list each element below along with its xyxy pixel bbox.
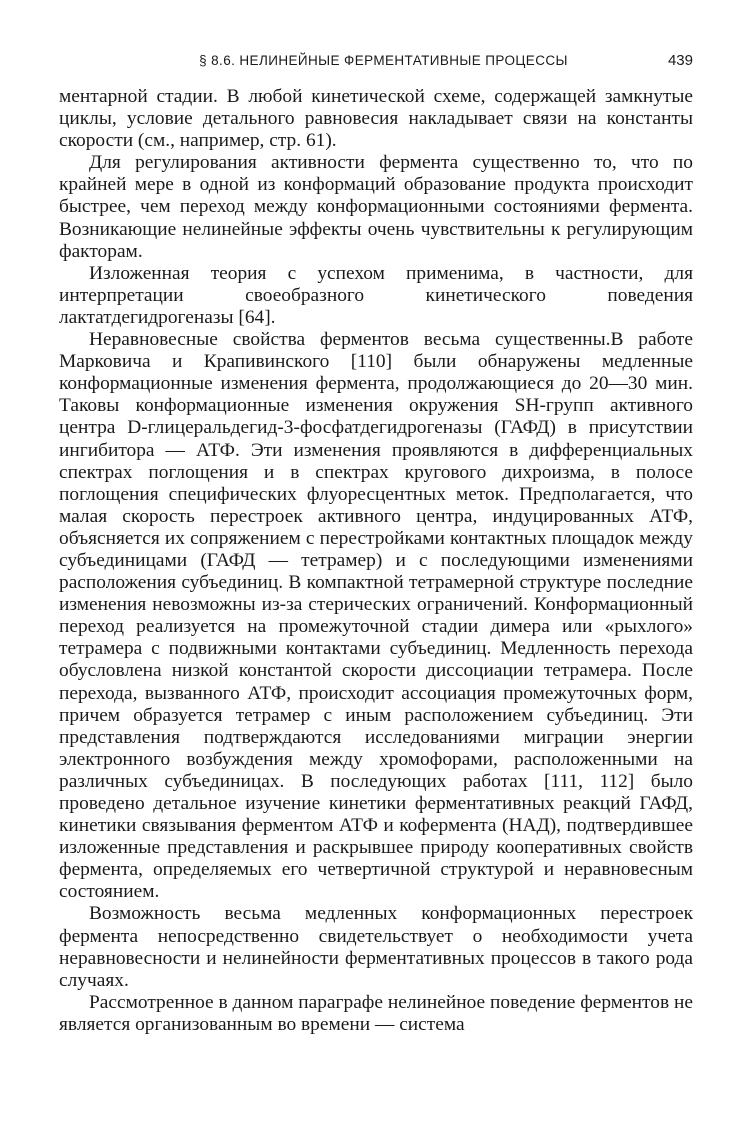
paragraph-1: ментарной стадии. В любой кинетической схеме, содержащей замкнутые циклы, условие детального равновесия накладывает связи на константы скорости (см., например, стр. 61). [59, 86, 693, 152]
paragraph-6: Рассмотренное в данном параграфе нелинейное поведение ферментов не является организованным во времени — система [59, 991, 693, 1035]
paragraph-2: Для регулирования активности фермента существенно то, что по крайней мере в одной из конформаций образование продукта происходит быстрее, чем переход между конформационными состояниями фермента. Возникающие нелинейные эффекты очень чувствительны к регулирующим факторам. [59, 152, 693, 262]
paragraph-5: Возможность весьма медленных конформационных перестроек фермента непосредственно свидетельствует о необходимости учета неравновесности и нелинейности ферментативных процессов в такого рода случаях. [59, 903, 693, 991]
page-number: 439 [667, 52, 693, 69]
paragraph-4: Неравновесные свойства ферментов весьма существенны.В работе Марковича и Крапивинского [110] были обнаружены медленные конформационные изменения фермента, продолжающиеся до 20—30 мин. Таковы конформационные изменения окружения SH-групп активного центра D-глицеральдегид-3-фосфатдегидрогеназы (ГАФД) в присутствии ингибитора — АТФ. Эти изменения проявляются в дифференциальных спектрах поглощения и в спектрах кругового дихроизма, в полосе поглощения специфических флуоресцентных меток. Предполагается, что малая скорость перестроек активного центра, индуцированных АТФ, объясняется их сопряжением с перестройками контактных площадок между субъединицами (ГАФД — тетрамер) и с последующими изменениями расположения субъединиц. В компактной тетрамерной структуре последние изменения невозможны из-за стерических ограничений. Конформационный переход реализуется на промежуточной стадии димера или «рыхлого» тетрамера с подвижными контактами субъединиц. Медленность перехода обусловлена низкой константой скорости диссоциации тетрамера. После перехода, вызванного АТФ, происходит ассоциация промежуточных форм, причем образуется тетрамер с иным расположением субъединиц. Эти представления подтверждаются исследованиями миграции энергии электронного возбуждения между хромофорами, расположенными на различных субъединицах. В последующих работах [111, 112] было проведено детальное изучение кинетики ферментативных реакций ГАФД, кинетики связывания ферментом АТФ и кофермента (НАД), подтвердившее изложенные представления и раскрывшее природу кооперативных свойств фермента, определяемых его четвертичной структурой и неравновесным состоянием. [59, 329, 693, 903]
body-text [59, 86, 693, 1036]
paragraph-3: Изложенная теория с успехом применима, в частности, для интерпретации своеобразного кинетического поведения лактатдегидрогеназы [64]. [59, 262, 693, 328]
section-title: § 8.6. НЕЛИНЕЙНЫЕ ФЕРМЕНТАТИВНЫЕ ПРОЦЕССЫ [199, 53, 568, 68]
running-header [59, 52, 693, 74]
book-page [59, 52, 693, 1036]
